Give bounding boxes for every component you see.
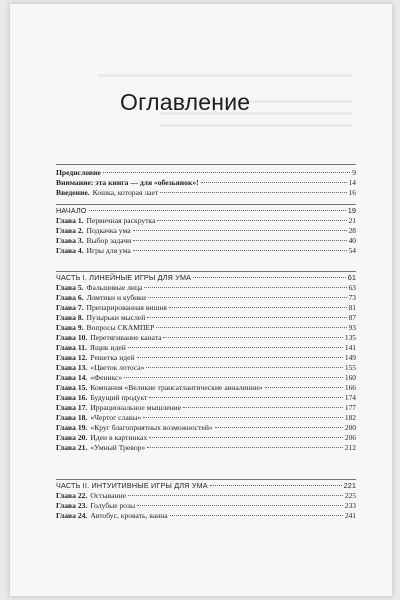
leader-dots [144,286,346,288]
leader-dots [201,181,347,183]
page-number: 212 [344,443,356,452]
entry-label: «Чертог славы» [90,413,142,422]
leader-dots [163,336,342,338]
chapter-number: Глава 11. [56,343,87,352]
chapter-number: Глава 21. [56,443,88,452]
entry-label: Внимание: эта книга — для «обезьянок»! [56,178,199,187]
leader-dots [149,396,343,398]
chapter-number: Глава 13. [56,363,88,372]
toc-entry [56,333,356,343]
section-heading-label: ЧАСТЬ I. ЛИНЕЙНЫЕ ИГРЫ ДЛЯ УМА [56,273,192,282]
entry-label: Компания «Великие трансатлантические авиалинии» [90,383,263,392]
leader-dots [133,249,347,251]
chapter-number: Глава 6. [56,293,84,302]
entry-label: «Умный Тревор» [90,443,146,452]
toc-entry [56,353,356,363]
page-number: 135 [344,333,356,342]
page-number: 160 [344,373,356,382]
page-title: Оглавление [120,89,251,115]
toc-entry [56,343,356,353]
leader-dots [103,171,351,173]
leader-dots [193,276,346,278]
chapter-number: Глава 10. [56,333,88,342]
toc-entry [56,293,356,303]
entry-label: Пузырьки мыслей [86,313,146,322]
page-number: 81 [348,303,356,312]
page-number: 141 [344,343,356,352]
toc-entry [56,236,356,246]
toc-section-start [56,204,356,256]
entry-label: Подкачка ума [86,226,131,235]
entry-label: Фальшивые лица [86,283,143,292]
leader-dots [124,376,343,378]
toc-entry [56,363,356,373]
toc-entry [56,313,356,323]
leader-dots [137,356,343,358]
leader-dots [169,306,347,308]
page-number: 233 [344,501,356,510]
entry-label: Автобус, кровать, ванна [90,511,168,520]
page-number: 149 [344,353,356,362]
toc-entry [56,501,356,511]
leader-dots [149,436,343,438]
leader-dots [133,229,347,231]
chapter-number: Глава 19. [56,423,88,432]
entry-label: Препарированная вишня [86,303,167,312]
page-number: 14 [348,178,356,187]
page-number: 174 [344,393,356,402]
leader-dots [265,386,343,388]
entry-label: Выбор задачи [86,236,132,245]
page-number: 182 [344,413,356,422]
page-number: 73 [348,293,356,302]
leader-dots [210,484,342,486]
leader-dots [160,191,346,193]
toc-section-part2 [56,479,356,521]
entry-label: Решетка идей [90,353,135,362]
section-heading [56,272,356,283]
toc-entry [56,491,356,501]
chapter-number: Глава 20. [56,433,88,442]
page-number: 93 [348,323,356,332]
entry-label: Иррациональное мышление [90,403,182,412]
leader-dots [157,219,346,221]
entry-label: Ломтики и кубики [86,293,146,302]
section-heading-label: ЧАСТЬ II. ИНТУИТИВНЫЕ ИГРЫ ДЛЯ УМА [56,481,208,490]
page-number: 200 [344,423,356,432]
bleed-through-line [160,124,352,127]
entry-label: Первичная раскрутка [86,216,156,225]
entry-label: Предисловие [56,168,101,177]
toc-entry [56,393,356,403]
toc-entry [56,413,356,423]
leader-dots [183,406,343,408]
page-number: 40 [348,236,356,245]
section-heading [56,205,356,216]
entry-label: Идеи в картинках [90,433,148,442]
chapter-number: Глава 5. [56,283,84,292]
chapter-number: Глава 15. [56,383,88,392]
entry-label: «Круг благоприятных возможностей» [90,423,213,432]
chapter-number: Глава 24. [56,511,88,520]
leader-dots [137,504,343,506]
entry-label: «Цветок лотоса» [90,363,145,372]
toc-section-part1 [56,271,356,453]
page-number: 87 [348,313,356,322]
page-number: 63 [348,283,356,292]
leader-dots [146,366,342,368]
section-heading-label: НАЧАЛО [56,206,87,215]
entry-label: «Феникс» [90,373,123,382]
chapter-number: Глава 22. [56,491,88,500]
leader-dots [143,416,343,418]
bleed-through-line [98,74,352,77]
toc-entry [56,403,356,413]
book-page [10,4,392,596]
chapter-number: Глава 1. [56,216,84,225]
page-number: 155 [344,363,356,372]
chapter-number: Глава 3. [56,236,84,245]
toc-entry [56,303,356,313]
page-number: 9 [352,168,356,177]
chapter-number: Глава 9. [56,323,84,332]
chapter-number: Глава 23. [56,501,88,510]
toc-entry [56,168,356,178]
entry-label: Остывание [90,491,126,500]
page-number: 19 [347,206,356,215]
page-number: 16 [348,188,356,197]
entry-label: Кошка, которая лает [92,188,159,197]
chapter-number: Глава 2. [56,226,84,235]
toc-entry [56,216,356,226]
chapter-number: Глава 16. [56,393,88,402]
page-number: 28 [348,226,356,235]
chapter-number: Глава 17. [56,403,88,412]
leader-dots [170,514,343,516]
entry-label: Голубые розы [90,501,136,510]
page-number: 166 [344,383,356,392]
page-number: 54 [348,246,356,255]
leader-dots [147,446,343,448]
toc-entry [56,178,356,188]
toc-entry [56,373,356,383]
leader-dots [128,346,343,348]
chapter-number: Глава 7. [56,303,84,312]
entry-label: Будущий продукт [90,393,148,402]
chapter-number: Глава 4. [56,246,84,255]
section-heading [56,480,356,491]
toc-entry [56,511,356,521]
chapter-number: Глава 8. [56,313,84,322]
entry-label: Вопросы СКАМПЕР [86,323,155,332]
entry-label: Игры для ума [86,246,131,255]
page-number: 61 [347,273,356,282]
page-number: 225 [344,491,356,500]
toc-entry [56,433,356,443]
page-number: 21 [348,216,356,225]
leader-dots [133,239,346,241]
chapter-number: Введение. [56,188,90,197]
leader-dots [89,209,346,211]
leader-dots [156,326,346,328]
toc-entry [56,443,356,453]
toc-entry [56,226,356,236]
toc-entry [56,423,356,433]
page-number: 177 [344,403,356,412]
toc-entry [56,188,356,198]
chapter-number: Глава 14. [56,373,88,382]
entry-label: Ящик идей [89,343,126,352]
toc-section-intro [56,164,356,198]
chapter-number: Глава 18. [56,413,88,422]
leader-dots [148,296,347,298]
entry-label: Перетягивание каната [90,333,162,342]
toc-entry [56,323,356,333]
page-number: 241 [344,511,356,520]
leader-dots [215,426,343,428]
chapter-number: Глава 12. [56,353,88,362]
page-number: 206 [344,433,356,442]
toc-entry [56,283,356,293]
page-number: 221 [343,481,356,490]
toc-entry [56,246,356,256]
leader-dots [128,494,343,496]
toc-entry [56,383,356,393]
leader-dots [147,316,346,318]
